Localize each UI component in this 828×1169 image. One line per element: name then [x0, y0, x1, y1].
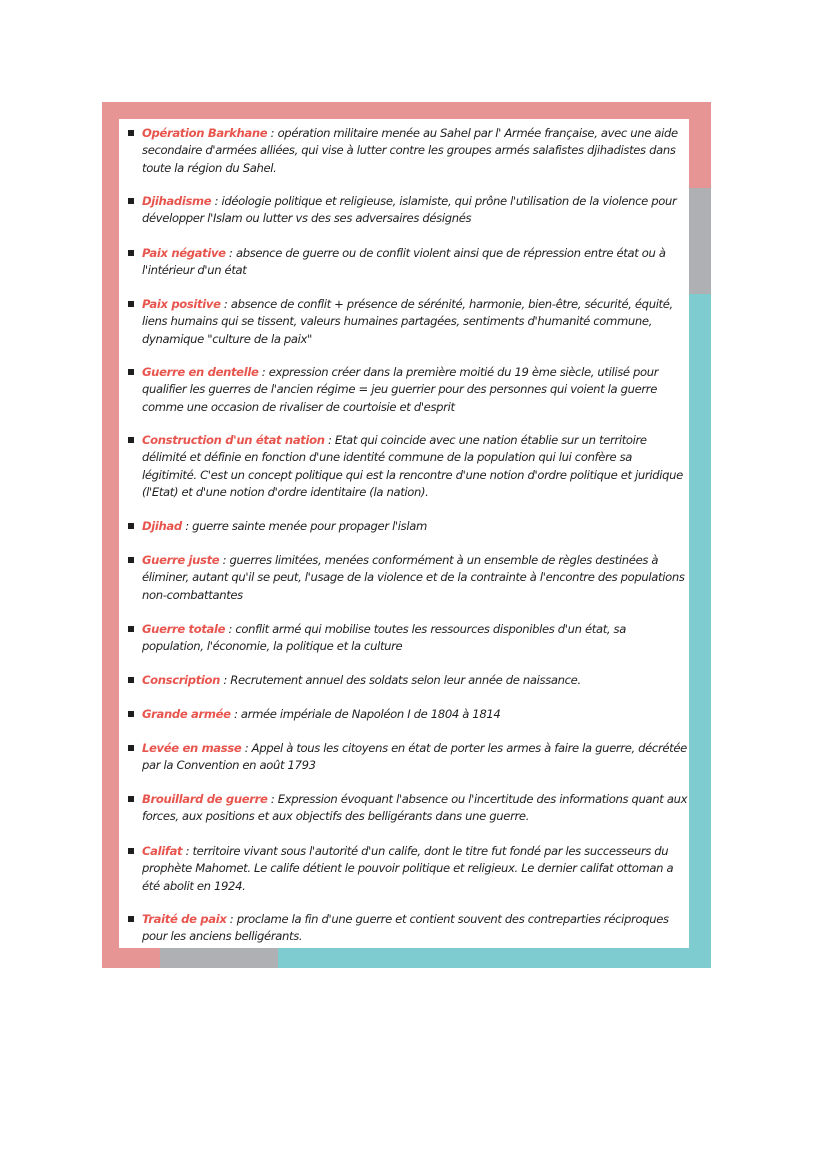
glossary-item [128, 193, 690, 228]
glossary-item [128, 125, 690, 177]
glossary-item [128, 364, 690, 416]
square-bullet-icon [128, 369, 134, 375]
glossary-item [128, 672, 690, 689]
glossary-item [128, 518, 690, 535]
glossary-definition: conflit armé qui mobilise toutes les ressources disponibles d'un état, sa population, l'économie, la politique et la culture [142, 622, 627, 654]
glossary-term: Traité de paix [142, 912, 227, 926]
glossary-term: Guerre totale [142, 622, 226, 636]
square-bullet-icon [128, 523, 134, 529]
square-bullet-icon [128, 711, 134, 717]
glossary-definition: idéologie politique et religieuse, islamiste, qui prône l'utilisation de la violence pour développer l'Islam ou lutter vs des ses adversaires désignés [142, 194, 677, 226]
square-bullet-icon [128, 250, 134, 256]
term-separator: : [267, 126, 278, 140]
glossary-item [128, 552, 690, 604]
square-bullet-icon [128, 916, 134, 922]
glossary-definition: proclame la fin d'une guerre et contient souvent des contreparties réciproques pour les anciens belligérants. [142, 912, 669, 944]
frame-bottom-gray [160, 948, 278, 968]
glossary-item [128, 843, 690, 895]
glossary-term: Paix positive [142, 297, 221, 311]
glossary-term: Paix négative [142, 246, 226, 260]
term-separator: : [219, 553, 230, 567]
glossary-item [128, 740, 690, 775]
glossary-definition: absence de guerre ou de conflit violent ainsi que de répression entre état ou à l'intérieur d'un état [142, 246, 666, 278]
square-bullet-icon [128, 848, 134, 854]
frame-right-pink [689, 102, 711, 188]
glossary-definition: armée impériale de Napoléon I de 1804 à 1814 [240, 707, 501, 721]
square-bullet-icon [128, 198, 134, 204]
term-separator: : [324, 433, 335, 447]
square-bullet-icon [128, 626, 134, 632]
term-separator: : [220, 673, 231, 687]
glossary-definition: expression créer dans la première moitié du 19 ème siècle, utilisé pour qualifier les guerres de l'ancien régime = jeu guerrier pour des personnes qui voient la guerre comme une occasion de rivaliser de courtoisie et d'esprit [142, 365, 659, 414]
square-bullet-icon [128, 677, 134, 683]
glossary-item [128, 296, 690, 348]
square-bullet-icon [128, 437, 134, 443]
glossary-definition: Expression évoquant l'absence ou l'incertitude des informations quant aux forces, aux positions et aux objectifs des belligérants dans une guerre. [142, 792, 688, 824]
glossary-item [128, 791, 690, 826]
glossary-definition: Recrutement annuel des soldats selon leur année de naissance. [230, 673, 581, 687]
glossary-definition: territoire vivant sous l'autorité d'un calife, dont le titre fut fondé par les successeurs du prophète Mahomet. Le calife détient le pouvoir politique et religieux. Le dernier califat ottoman a été abolit en 1924. [142, 844, 674, 893]
square-bullet-icon [128, 557, 134, 563]
square-bullet-icon [128, 745, 134, 751]
frame-top-pink [102, 102, 711, 119]
glossary-term: Brouillard de guerre [142, 792, 268, 806]
glossary-term: Djihad [142, 519, 182, 533]
term-separator: : [241, 741, 252, 755]
glossary-term: Conscription [142, 673, 221, 687]
glossary-item [128, 706, 690, 723]
glossary-definition: guerre sainte menée pour propager l'islam [192, 519, 427, 533]
frame-right-gray [689, 188, 711, 294]
term-separator: : [225, 246, 236, 260]
square-bullet-icon [128, 301, 134, 307]
term-separator: : [226, 912, 237, 926]
term-separator: : [230, 707, 241, 721]
term-separator: : [182, 844, 193, 858]
glossary-item [128, 432, 690, 501]
term-separator: : [225, 622, 236, 636]
term-separator: : [220, 297, 231, 311]
glossary-definition: absence de conflit + présence de sérénité, harmonie, bien-être, sécurité, équité, liens humains qui se tissent, valeurs humaines partagées, sentiments d'humanité commune, dynamique "culture de la paix" [142, 297, 673, 346]
glossary-definition: Appel à tous les citoyens en état de porter les armes à faire la guerre, décrétée par la Convention en août 1793 [142, 741, 687, 773]
glossary-term: Guerre juste [142, 553, 220, 567]
term-separator: : [267, 792, 278, 806]
glossary-term: Guerre en dentelle [142, 365, 259, 379]
term-separator: : [211, 194, 222, 208]
glossary-term: Opération Barkhane [142, 126, 268, 140]
glossary-term: Construction d'un état nation [142, 433, 325, 447]
term-separator: : [181, 519, 193, 533]
frame-left-pink [102, 102, 119, 968]
glossary-item [128, 911, 690, 946]
glossary-item [128, 621, 690, 656]
glossary-item [128, 245, 690, 280]
frame-bottom-pink [102, 948, 160, 968]
glossary-term: Levée en masse [142, 741, 242, 755]
glossary-definition: guerres limitées, menées conformément à un ensemble de règles destinées à éliminer, autant qu'il se peut, l'usage de la violence et de la contrainte à l'encontre des populations non-combattantes [142, 553, 685, 602]
term-separator: : [258, 365, 269, 379]
glossary-term: Grande armée [142, 707, 231, 721]
glossary-term: Califat [142, 844, 183, 858]
frame-bottom-teal [278, 948, 711, 968]
square-bullet-icon [128, 130, 134, 136]
glossary-definition: Etat qui coincide avec une nation établie sur un territoire délimité et définie en fonction d'une identité commune de la population qui lui confère sa légitimité. C'est un concept politique qui est la rencontre d'une notion d'ordre politique et juridique (l'Etat) et d'une notion d'ordre identitaire (la nation). [142, 433, 683, 499]
frame-right-teal [689, 294, 711, 968]
glossary-definition: opération militaire menée au Sahel par l' Armée française, avec une aide secondaire d'armées alliées, qui vise à lutter contre les groupes armés salafistes djihadistes dans toute la région du Sahel. [142, 126, 678, 175]
glossary-term: Djihadisme [142, 194, 212, 208]
square-bullet-icon [128, 796, 134, 802]
